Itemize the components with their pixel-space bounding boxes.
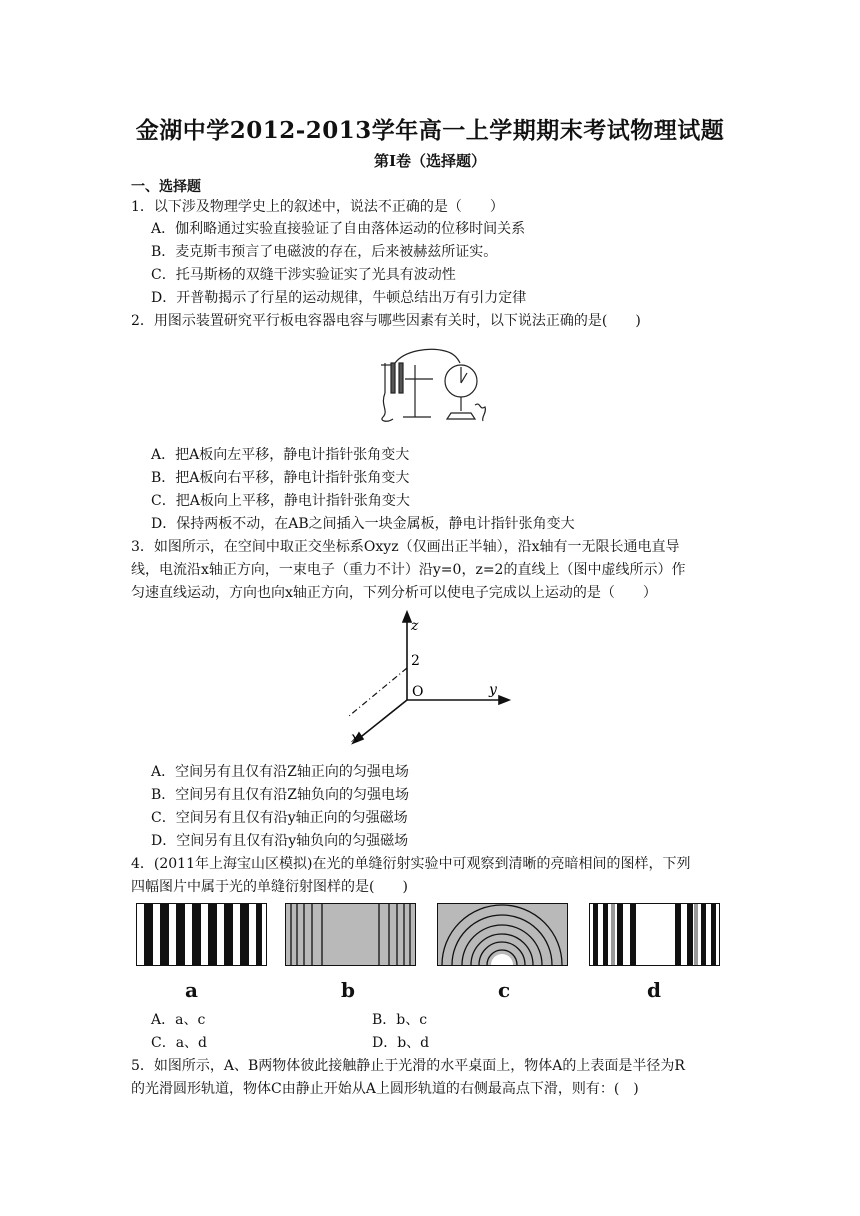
fringe-picture-c bbox=[437, 903, 568, 966]
q4-option-d: D．b、d bbox=[372, 1035, 430, 1051]
coordinate-axes-figure bbox=[335, 608, 515, 748]
q4-stem-line-2: 四幅图片中属于光的单缝衍射图样的是( ) bbox=[131, 879, 408, 895]
q3-option-c: C．空间另有且仅有沿y轴正向的匀强磁场 bbox=[151, 810, 408, 826]
q2-stem: 2．用图示装置研究平行板电容器电容与哪些因素有关时，以下说法正确的是( ) bbox=[131, 313, 641, 329]
q5-stem-line-2: 的光滑圆形轨道，物体C由静止开始从A上圆形轨道的右侧最高点下滑，则有：( ) bbox=[131, 1081, 639, 1097]
exam-subtitle: 第Ⅰ卷（选择题） bbox=[373, 152, 487, 170]
fringe-picture-d bbox=[589, 903, 720, 966]
picture-label-a: a bbox=[185, 978, 198, 1002]
capacitor-apparatus-figure bbox=[375, 345, 490, 425]
y-axis-label: y bbox=[489, 682, 497, 698]
z-tick-label: 2 bbox=[411, 653, 420, 669]
q4-option-c: C．a、d bbox=[151, 1035, 208, 1051]
q2-option-a: A．把A板向左平移，静电计指针张角变大 bbox=[151, 447, 410, 463]
fringe-picture-a bbox=[136, 903, 267, 966]
origin-label: O bbox=[412, 684, 424, 700]
q1-stem: 1．以下涉及物理学史上的叙述中，说法不正确的是（ ） bbox=[131, 199, 504, 215]
q4-stem-line-1: 4．(2011年上海宝山区模拟)在光的单缝衍射实验中可观察到清晰的亮暗相间的图样，下列 bbox=[131, 856, 691, 872]
fringe-picture-b bbox=[285, 903, 416, 966]
q2-option-c: C．把A板向上平移，静电计指针张角变大 bbox=[151, 493, 410, 509]
q3-stem-line-1: 3．如图所示，在空间中取正交坐标系Oxyz（仅画出正半轴），沿x轴有一无限长通电直导 bbox=[131, 539, 680, 555]
exam-title: 金湖中学2012-2013学年高一上学期期末考试物理试题 bbox=[135, 117, 725, 144]
z-axis-label: z bbox=[411, 618, 419, 634]
q4-option-b: B．b、c bbox=[372, 1012, 428, 1028]
picture-label-b: b bbox=[341, 978, 355, 1002]
q2-option-b: B．把A板向右平移，静电计指针张角变大 bbox=[151, 470, 410, 486]
q1-option-b: B．麦克斯韦预言了电磁波的存在，后来被赫兹所证实。 bbox=[151, 244, 498, 260]
q5-stem-line-1: 5．如图所示，A、B两物体彼此接触静止于光滑的水平桌面上，物体A的上表面是半径为R bbox=[131, 1058, 685, 1074]
q3-option-a: A．空间另有且仅有沿Z轴正向的匀强电场 bbox=[151, 764, 409, 780]
section-heading: 一、选择题 bbox=[131, 179, 201, 195]
q3-option-b: B．空间另有且仅有沿Z轴负向的匀强电场 bbox=[151, 787, 410, 803]
q1-option-c: C．托马斯杨的双缝干涉实验证实了光具有波动性 bbox=[151, 267, 456, 283]
q3-stem-line-3: 匀速直线运动，方向也向x轴正方向，下列分析可以使电子完成以上运动的是（ ） bbox=[131, 585, 657, 601]
q3-stem-line-2: 线，电流沿x轴正方向，一束电子（重力不计）沿y=0，z=2的直线上（图中虚线所示）作 bbox=[131, 562, 686, 578]
q1-option-d: D．开普勒揭示了行星的运动规律，牛顿总结出万有引力定律 bbox=[151, 290, 527, 306]
q2-option-d: D．保持两板不动，在AB之间插入一块金属板，静电计指针张角变大 bbox=[151, 516, 575, 532]
q3-option-d: D．空间另有且仅有沿y轴负向的匀强磁场 bbox=[151, 833, 409, 849]
picture-label-c: c bbox=[498, 978, 511, 1002]
q1-option-a: A．伽利略通过实验直接验证了自由落体运动的位移时间关系 bbox=[151, 221, 526, 237]
picture-label-d: d bbox=[647, 978, 661, 1002]
q4-option-a: A．a、c bbox=[151, 1012, 206, 1028]
x-axis-label: x bbox=[351, 730, 359, 746]
electron-path-dashed-line bbox=[349, 668, 407, 716]
